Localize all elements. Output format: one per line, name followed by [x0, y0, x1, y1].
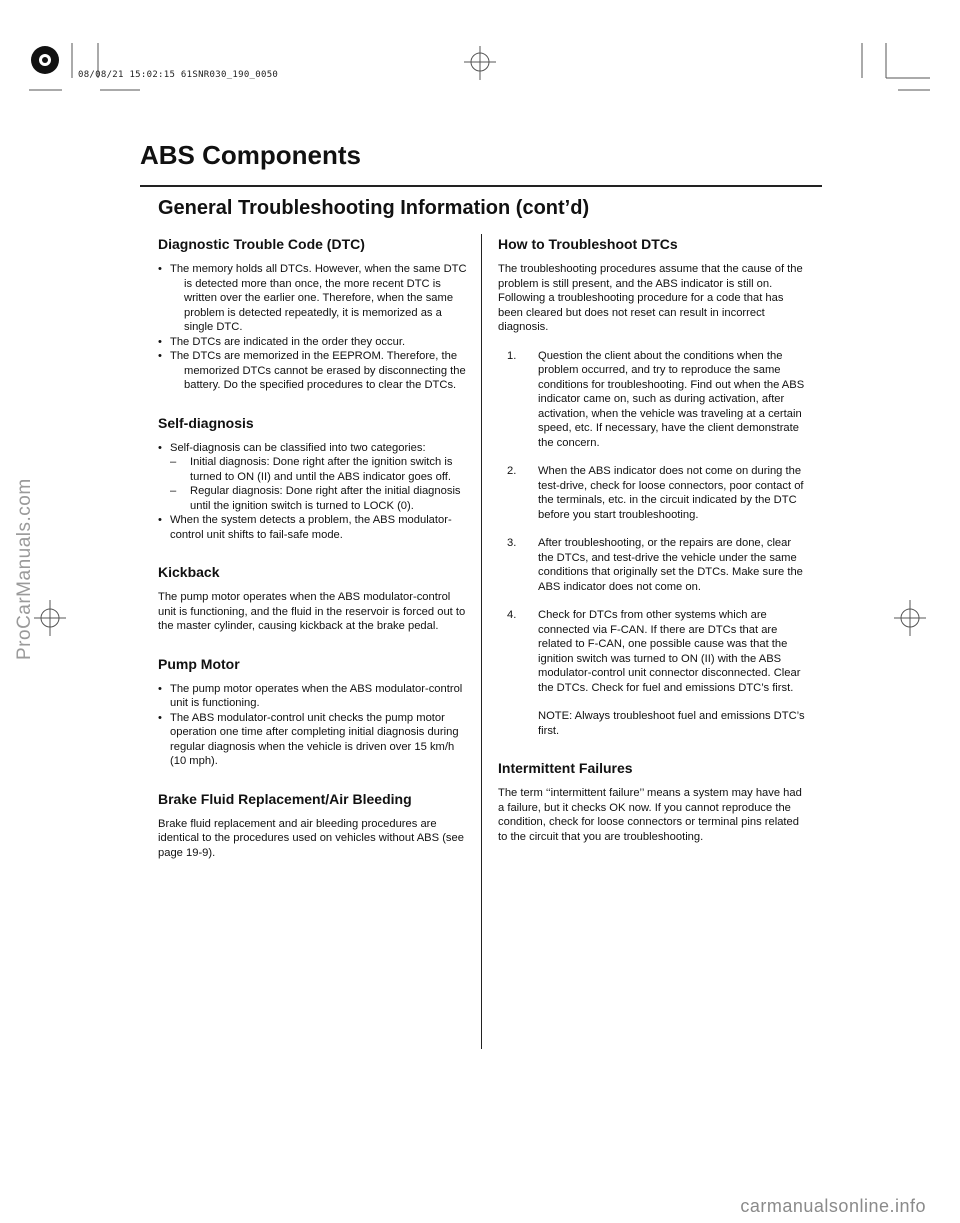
list-item: – Initial diagnosis: Done right after the ignition switch is turned to ON (II) and until the ABS indicator goes off.	[170, 456, 453, 483]
page-title: ABS Components	[140, 140, 361, 170]
self-diagnosis-list	[158, 441, 468, 543]
bullet-icon: •	[158, 263, 162, 275]
title-rule	[140, 185, 822, 187]
bullet-icon: •	[158, 682, 162, 695]
list-item: 4. Check for DTCs from other systems which are connected via F-CAN. If there are DTCs that are related to F-CAN, one possible cause was that the ignition switch was turned to ON (II) with the ABS modulator-control unit connector disconnected. Clear the DTCs. Check for fuel and emissions DTC’s first.	[507, 609, 801, 694]
crop-target-right-mid	[894, 600, 926, 636]
step-number: 1.	[507, 349, 517, 362]
dtc-bullet-list	[158, 262, 468, 393]
list-item: 1. Question the client about the conditions when the problem occurred, and try to reproduce the same conditions for troubleshooting. Find out when the ABS indicator came on, such as during activation, after activation, when the vehicle was traveling at a certain speed, etc. If necessary, have the client demonstrate the concern.	[507, 349, 805, 449]
bullet-icon: •	[158, 514, 162, 526]
how-to-steps	[498, 349, 808, 696]
bottom-watermark: carmanualsonline.info	[740, 1196, 926, 1216]
self-diagnosis-heading: Self-diagnosis	[158, 414, 254, 431]
how-to-heading: How to Troubleshoot DTCs	[498, 236, 678, 252]
section-title: General Troubleshooting Information (cont’d)	[158, 197, 590, 219]
list-item: • The ABS modulator-control unit checks the pump motor operation one time after completing initial diagnosis during regular diagnosis when the vehicle is driven over 15 km/h (10 mph).	[158, 711, 459, 767]
brake-fluid-text: Brake fluid replacement and air bleeding procedures are identical to the procedures used on vehicles without ABS (see page 19-9).	[158, 817, 464, 859]
list-item: 2. When the ABS indicator does not come on during the test-drive, check for loose connectors, poor contact of the terminals, etc. in the circuit indicated by the DTC before you start troubleshooting.	[507, 465, 804, 521]
list-item: • Self-diagnosis can be classified into two categories: – Initial diagnosis: Done right after the ignition switch is turned to ON (II) and until the ABS indicator goes off. – Regular diagnosis: Done right after the initial diagnosis until the ignition switch is turned to LOCK (0).	[158, 441, 468, 514]
pump-motor-list	[158, 682, 468, 769]
kickback-text: The pump motor operates when the ABS modulator-control unit is functioning, and the fluid in the reservoir is forced out to the master cylinder, causing kickback at the brake pedal.	[158, 591, 466, 632]
bullet-icon: •	[158, 441, 162, 454]
list-item: • The DTCs are memorized in the EEPROM. Therefore, the memorized DTCs cannot be erased by disconnecting the battery. Do the specified procedures to clear the DTCs.	[158, 350, 466, 391]
list-item: – Regular diagnosis: Done right after the initial diagnosis until the ignition switch is turned to LOCK (0).	[170, 485, 461, 512]
self-diagnosis-sublist	[170, 455, 468, 513]
kickback-heading: Kickback	[158, 564, 220, 580]
print-stamp: 08/08/21 15:02:15 61SNR030_190_0050	[78, 70, 279, 80]
crop-target-top-left	[31, 46, 59, 74]
list-item: • When the system detects a problem, the ABS modulator-control unit shifts to fail-safe mode.	[158, 514, 452, 541]
pump-motor-heading: Pump Motor	[158, 655, 240, 672]
crop-target-top-center	[464, 46, 496, 80]
dash-icon: –	[170, 485, 177, 497]
step-number: 2.	[507, 465, 517, 477]
list-item: 3. After troubleshooting, or the repairs are done, clear the DTCs, and test-drive the vehicle under the same conditions that originally set the DTCs. Make sure the ABS indicator does not come on.	[507, 537, 803, 593]
crop-target-left-mid	[34, 600, 66, 636]
left-column	[158, 236, 468, 860]
right-column	[498, 236, 808, 844]
note-text: NOTE: Always troubleshoot fuel and emissions DTC’s first.	[538, 710, 805, 737]
step-number: 3.	[507, 537, 517, 549]
list-item: • The pump motor operates when the ABS modulator-control unit is functioning.	[158, 682, 463, 709]
brake-fluid-heading: Brake Fluid Replacement/Air Bleeding	[158, 790, 412, 807]
bullet-icon: •	[158, 350, 162, 362]
step-number: 4.	[507, 609, 517, 621]
list-item: • The DTCs are indicated in the order they occur.	[158, 335, 406, 348]
intermittent-text: The term ‘‘intermittent failure’’ means a system may have had a failure, but it checks OK now. If you cannot reproduce the condition, check for loose connectors or terminal pins related to the circuit that you are troubleshooting.	[498, 787, 802, 843]
column-divider	[481, 234, 482, 1049]
dtc-heading: Diagnostic Trouble Code (DTC)	[158, 236, 365, 252]
intermittent-heading: Intermittent Failures	[498, 760, 633, 776]
bullet-icon: •	[158, 335, 162, 348]
dash-icon: –	[170, 456, 177, 468]
side-watermark: ProCarManuals.com	[14, 478, 35, 660]
bullet-icon: •	[158, 711, 162, 724]
list-item: • The memory holds all DTCs. However, when the same DTC is detected more than once, the more recent DTC is written over the earlier one. Therefore, when the same problem is detected repeatedly, it is memorized as a single DTC.	[158, 263, 467, 333]
how-to-intro: The troubleshooting procedures assume that the cause of the problem is still present, and the ABS indicator is still on. Following a troubleshooting procedure for a code that has been cleared but does not reset can result in incorrect diagnosis.	[498, 263, 803, 333]
